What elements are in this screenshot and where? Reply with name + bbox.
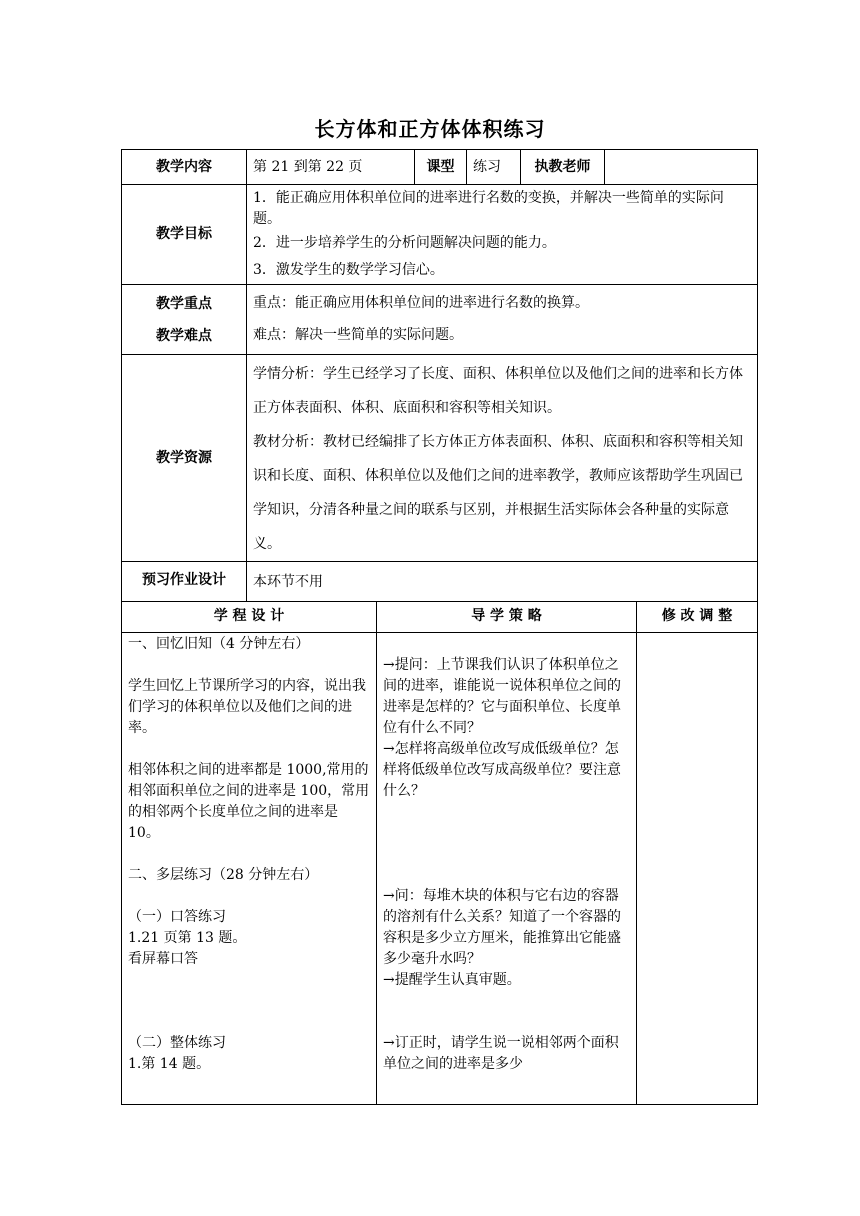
process-body-row xyxy=(122,632,758,1104)
resources-row xyxy=(122,355,758,562)
header-row xyxy=(122,150,758,185)
info-table xyxy=(121,149,758,602)
goals-cell xyxy=(247,185,758,285)
teacher-label: 执教老师 xyxy=(521,150,605,185)
keypoints-row xyxy=(122,285,758,355)
group-practice-title: （二）整体练习 xyxy=(128,1034,226,1051)
student-analysis: 学情分析：学生已经学习了长度、面积、体积单位以及他们之间的进率和长方体正方体表面积、体积、底面积和容积等相关知识。 xyxy=(253,366,743,416)
lesson-plan-table xyxy=(121,149,758,1105)
guidance-item: →订正时，请学生说一说相邻两个面积单位之间的进率是多少 xyxy=(383,1034,619,1072)
keypoint-label: 教学重点 xyxy=(156,295,212,312)
col-process-design: 学 程 设 计 xyxy=(122,602,377,632)
keypoints-label-cell xyxy=(122,285,247,355)
guidance-item: →提醒学生认真审题。 xyxy=(383,971,521,988)
guidance-item: →问：每堆木块的体积与它右边的容器的溶剂有什么关系？知道了一个容器的容积是多少立方厘米，能推算出它能盛多少毫升水吗？ xyxy=(383,887,621,967)
content-value: 第 21 到第 22 页 xyxy=(247,150,415,185)
section-2-title: 二、多层练习（28 分钟左右） xyxy=(128,866,319,883)
preview-value: 本环节不用 xyxy=(247,562,758,602)
page-title: 长方体和正方体体积练习 xyxy=(314,117,546,141)
adjustment-cell xyxy=(637,632,758,1104)
process-header-row xyxy=(122,602,758,632)
preview-row xyxy=(122,562,758,602)
process-table xyxy=(121,602,758,1105)
type-label: 课型 xyxy=(415,150,467,185)
type-value: 练习 xyxy=(467,150,521,185)
section-1-recall: 学生回忆上节课所学习的内容，说出我们学习的体积单位以及他们之间的进率。 xyxy=(128,677,366,736)
oral-practice-note: 看屏幕口答 xyxy=(128,950,198,967)
resources-cell xyxy=(247,355,758,562)
section-1-rates: 相邻体积之间的进率都是 1000,常用的相邻面积单位之间的进率是 100，常用的相邻两个长度单位之间的进率是 10。 xyxy=(128,761,370,841)
content-label: 教学内容 xyxy=(122,150,247,185)
guidance-item: →怎样将高级单位改写成低级单位？怎样将低级单位改写成高级单位？要注意什么？ xyxy=(383,740,621,799)
difficulty-label: 教学难点 xyxy=(156,327,212,344)
oral-practice-item: 1.21 页第 13 题。 xyxy=(128,929,247,946)
section-1-title: 一、回忆旧知（4 分钟左右） xyxy=(128,635,310,652)
keypoint-text: 重点：能正确应用体积单位间的进率进行名数的换算。 xyxy=(253,295,589,311)
goals-label: 教学目标 xyxy=(122,185,247,285)
oral-practice-title: （一）口答练习 xyxy=(128,908,226,925)
col-guidance-strategy: 导 学 策 略 xyxy=(377,602,637,632)
goal-item: 2．进一步培养学生的分析问题解决问题的能力。 xyxy=(253,235,556,251)
difficulty-text: 难点：解决一些简单的实际问题。 xyxy=(253,327,463,343)
goal-item: 3．激发学生的数学学习信心。 xyxy=(253,262,444,278)
guidance-item: →提问：上节课我们认识了体积单位之间的进率，谁能说一说体积单位之间的进率是怎样的？它与面积单位、长度单位有什么不同？ xyxy=(383,656,621,736)
group-practice-item: 1.第 14 题。 xyxy=(128,1055,211,1072)
textbook-analysis: 教材分析：教材已经编排了长方体正方体表面积、体积、底面积和容积等相关知识和长度、面积、体积单位以及他们之间的进率教学，教师应该帮助学生巩固已学知识，分清各种量之间的联系与区别，并根据生活实际体会各种量的实际意义。 xyxy=(253,434,743,552)
process-design-cell xyxy=(122,632,377,1104)
teacher-value xyxy=(605,150,758,185)
col-adjustments: 修 改 调 整 xyxy=(637,602,758,632)
guidance-cell xyxy=(377,632,637,1104)
preview-label: 预习作业设计 xyxy=(122,562,247,602)
keypoints-cell xyxy=(247,285,758,355)
goals-row xyxy=(122,185,758,285)
goal-item: 1．能正确应用体积单位间的进率进行名数的变换，并解决一些简单的实际问题。 xyxy=(253,190,724,227)
resources-label: 教学资源 xyxy=(122,355,247,562)
